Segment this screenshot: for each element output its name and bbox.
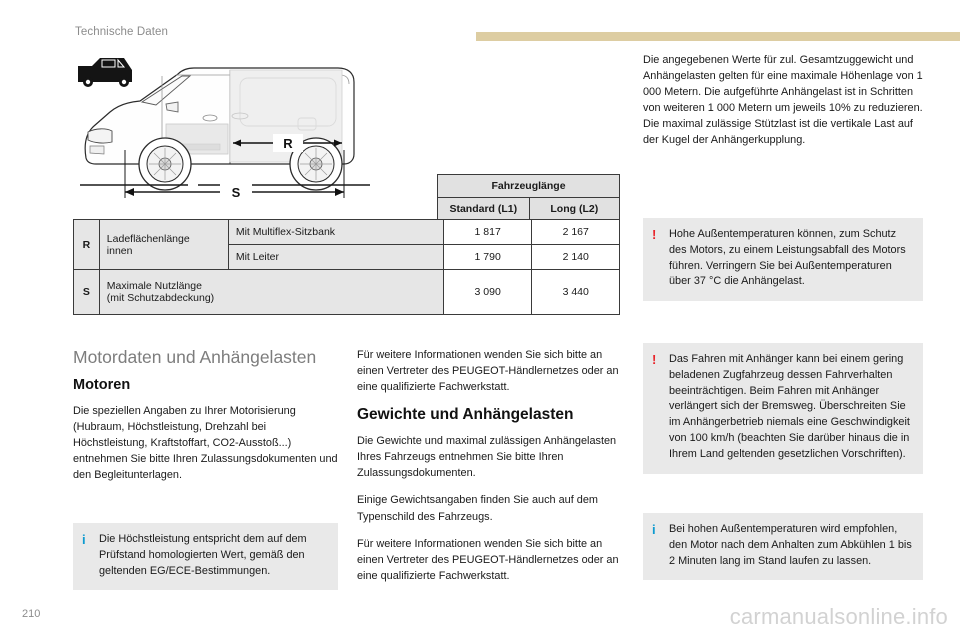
info-note-left: [73, 523, 338, 602]
paragraph-hoehenlage: Die angegebenen Werte für zul. Gesamtzuggewicht und Anhängelasten gelten für eine maximale Höhenlage von 1 000 Metern. Die aufgeführte Anhängelast ist in Schritten von weiteren 1 000 Metern um jeweils 10% zu reduzieren. Die maximal zulässige Stützlast ist die vertikale Last auf der Kugel der Anhängerkupplung.: [643, 54, 923, 147]
info-icon: i: [82, 532, 86, 547]
row-label-R-line2: innen: [106, 244, 133, 257]
table-col-standard: Standard (L1): [438, 198, 530, 221]
row-variant-multiflex: Mit Multiflex-Sitzbank: [228, 220, 443, 245]
page-header-title: Technische Daten: [75, 26, 169, 38]
middle-text-column: [357, 347, 622, 584]
subsection-title-gewichte: Gewichte und Anhängelasten: [357, 406, 574, 424]
row-variant-leiter: Mit Leiter: [228, 245, 443, 270]
left-text-column: [73, 347, 338, 494]
row-key-S: S: [74, 270, 100, 315]
warning-note-temperature: [643, 218, 923, 313]
row-label-S-line2: (mit Schutzabdeckung): [106, 292, 215, 304]
paragraph-motoren-specs: Die speziellen Angaben zu Ihrer Motorisierung (Hubraum, Höchstleistung, Drehzahl bei Höchstleistung, Kraftstoffart, CO2-Ausstoß...) entnehmen Sie bitte Ihren Zulassungsdokumenten und den Begleitunterlagen.: [73, 405, 338, 482]
cell-long-3440: 3 440: [532, 270, 620, 315]
table-head-group: Fahrzeuglänge: [438, 175, 620, 198]
warning-note-trailer-text: Das Fahren mit Anhänger kann bei einem gering beladenen Zugfahrzeug dessen Fahrverhalten beeinträchtigen. Beim Fahren mit Anhänger verlängert sich der Bremsweg. Überschreiten Sie im Anhängerbetrieb niemals eine Geschwindigkeit von 100 km/h (beachten Sie darüber hinaus die in Ihrem Land geltenden gesetzlichen Vorschriften).: [669, 353, 910, 460]
header-accent-bar: [476, 32, 960, 41]
row-key-R: R: [74, 220, 100, 270]
row-label-R-line1: Ladeflächenlänge: [106, 232, 190, 245]
row-label-S-line1: Maximale Nutzlänge: [106, 280, 202, 292]
table-col-long: Long (L2): [529, 198, 619, 221]
cell-standard-1790: 1 790: [443, 245, 531, 270]
info-icon: i: [652, 522, 656, 537]
table-header-block: [437, 174, 620, 221]
paragraph-gewichte: Die Gewichte und maximal zulässigen Anhängelasten Ihres Fahrzeugs entnehmen Sie bitte Ihren Zulassungsdokumenten.: [357, 435, 617, 480]
table-row: [74, 270, 620, 315]
dimension-label-S: S: [231, 185, 241, 200]
warning-exclamation-icon: !: [652, 352, 657, 367]
warning-note-trailer: [643, 343, 923, 486]
cell-standard-3090: 3 090: [443, 270, 531, 315]
cell-long-2140: 2 140: [532, 245, 620, 270]
table-row: [74, 220, 620, 245]
paragraph-typenschild: Einige Gewichtsangaben finden Sie auch auf dem Typenschild des Fahrzeugs.: [357, 494, 598, 523]
warning-exclamation-icon: !: [652, 227, 657, 242]
paragraph-dealer-info-1: Für weitere Informationen wenden Sie sich bitte an einen Vertreter des PEUGEOT-Händlernetzes oder an eine qualifizierte Fachwerkstatt.: [357, 349, 619, 394]
info-note-left-text: Die Höchstleistung entspricht dem auf dem Prüfstand homologierten Wert, gemäß den geltenden EG/ECE-Bestimmungen.: [99, 533, 307, 577]
cell-long-2167: 2 167: [532, 220, 620, 245]
subsection-title-motoren: Motoren: [73, 377, 131, 393]
warning-note-temperature-text: Hohe Außentemperaturen können, zum Schutz des Motors, zu einem Leistungsabfall des Motors führen. Verringern Sie bei Außentemperaturen über 37 °C die Anhängelast.: [669, 228, 906, 288]
paragraph-dealer-info-2: Für weitere Informationen wenden Sie sich bitte an einen Vertreter des PEUGEOT-Händlernetzes oder an eine qualifizierte Fachwerkstatt.: [357, 537, 619, 582]
info-note-cooling: [643, 513, 923, 592]
page-number: 210: [22, 608, 41, 620]
cell-standard-1817: 1 817: [443, 220, 531, 245]
info-note-cooling-text: Bei hohen Außentemperaturen wird empfohlen, den Motor nach dem Anhalten zum Abkühlen 1 bis 2 Minuten lang im Stand laufen zu lassen.: [669, 523, 912, 567]
dimension-label-R: R: [283, 136, 293, 151]
right-text-column: [643, 52, 923, 148]
dimension-S-group: [70, 150, 410, 205]
watermark: carmanualsonline.info: [729, 604, 948, 629]
dimensions-table: [73, 219, 620, 315]
section-title-motordaten: Motordaten und Anhängelasten: [73, 347, 317, 367]
